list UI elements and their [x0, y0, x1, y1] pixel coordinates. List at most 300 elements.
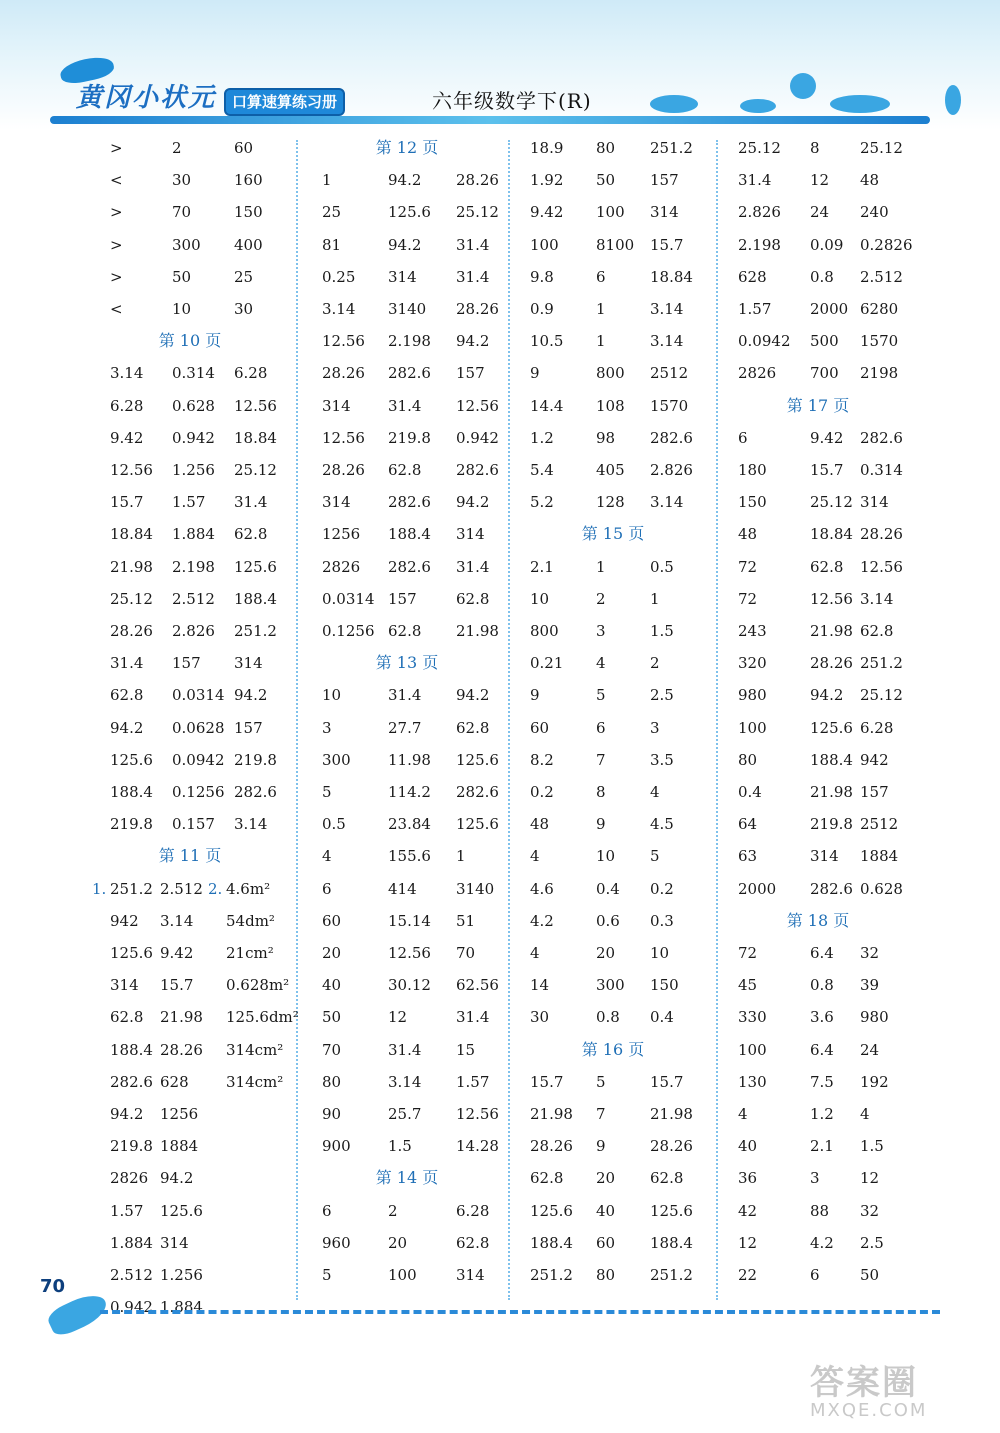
answer-value: 25.12	[110, 589, 153, 608]
answer-value: 39	[860, 976, 880, 995]
answer-value: 282.6	[650, 428, 693, 447]
answer-value: 300	[322, 750, 351, 769]
answer-value: 160	[234, 171, 263, 190]
answer-value: 12	[810, 171, 830, 190]
answer-value: 62.8	[234, 525, 268, 544]
answer-value: 188.4	[234, 589, 277, 608]
answer-value: 15.7	[650, 1072, 684, 1091]
answer-value: 12	[388, 1008, 408, 1027]
answer-value: 960	[322, 1233, 351, 1252]
answer-value: 1.256	[160, 1266, 203, 1284]
answer-value: 1570	[650, 396, 689, 415]
answer-value: 9.8	[530, 267, 554, 286]
answer-value: 62.8	[456, 718, 490, 737]
brand-logo: 黄冈小状元	[76, 83, 217, 113]
answer-value: 94.2	[110, 718, 144, 737]
answer-value: 0.628	[860, 879, 903, 898]
answer-value: 4.5	[650, 815, 674, 834]
answer-value: 60	[234, 139, 254, 157]
answer-value: 10	[530, 589, 550, 608]
answer-value: 80	[738, 750, 758, 769]
answer-value: 2	[388, 1201, 398, 1220]
answer-value: 114.2	[388, 783, 431, 801]
answer-value: 282.6	[810, 879, 853, 898]
answer-value: 18.9	[530, 139, 564, 157]
answer-value: 40	[596, 1201, 616, 1220]
answer-value: 62.8	[110, 686, 144, 705]
answer-value: 28.26	[160, 1040, 203, 1059]
answer-value: 22	[738, 1266, 758, 1284]
answer-value: 2000	[738, 879, 777, 898]
answer-value: 48	[530, 815, 550, 834]
answer-value: 6.4	[810, 944, 834, 962]
answer-value: 15.14	[388, 911, 431, 930]
answer-value: 21.98	[650, 1105, 693, 1123]
answer-value: 21.98	[810, 622, 853, 640]
answer-value: 2.198	[172, 557, 215, 576]
answer-value: 42	[738, 1201, 758, 1220]
answer-value: 11.98	[388, 750, 431, 769]
answer-value: 157	[234, 718, 263, 737]
answer-value: 25	[322, 203, 342, 222]
answer-value: 628	[738, 267, 767, 286]
answer-value: 282.6	[388, 557, 431, 576]
answer-value: 1.884	[110, 1233, 153, 1252]
answer-value: 3140	[388, 300, 427, 318]
answer-value: 1256	[322, 525, 361, 544]
answer-value: 125.6	[234, 557, 277, 576]
answer-value: 1	[596, 557, 606, 576]
answer-value: 150	[650, 976, 679, 995]
answer-value: 1.57	[110, 1201, 144, 1220]
answer-value: 6	[322, 879, 332, 898]
answer-value: 320	[738, 654, 767, 673]
answer-value: 188.4	[650, 1233, 693, 1252]
answer-value: 0.0314	[172, 686, 225, 705]
answer-value: 0.2826	[860, 235, 913, 254]
answer-value: 125.6	[388, 203, 431, 222]
answer-value: 30.12	[388, 976, 431, 995]
answer-value: 62.8	[110, 1008, 144, 1027]
answer-value: 1.57	[456, 1072, 490, 1091]
answer-value: 405	[596, 461, 625, 479]
answer-value: 60	[530, 718, 550, 737]
answer-value: 1	[650, 589, 660, 608]
answer-value: 72	[738, 944, 758, 962]
answer-value: 4.2	[530, 911, 554, 930]
answer-value: 282.6	[234, 783, 277, 801]
answer-value: 314	[456, 525, 485, 544]
answer-value: 12.56	[456, 1105, 499, 1123]
answer-value: 282.6	[388, 364, 431, 383]
answer-value: 28.26	[322, 461, 365, 479]
answer-value: 0.09	[810, 235, 844, 254]
header-wave-divider	[50, 116, 930, 124]
answer-value: 0.9	[530, 300, 554, 318]
column-divider	[508, 140, 510, 1300]
answer-value: 6.4	[810, 1040, 834, 1059]
answer-value: 3.14	[650, 300, 684, 318]
answer-value: 0.25	[322, 267, 356, 286]
answer-column-1	[92, 132, 299, 1317]
answer-value: 31.4	[388, 686, 422, 705]
answer-value: 314	[388, 267, 417, 286]
answer-value: 0.628m²	[226, 976, 290, 995]
answer-value: 3.14	[388, 1072, 422, 1091]
answer-value: 94.2	[456, 686, 490, 705]
answer-value: 125.6	[650, 1201, 693, 1220]
answer-value: 24	[810, 203, 830, 222]
answer-value: 1.2	[810, 1105, 834, 1123]
answer-value: 32	[860, 944, 880, 962]
answer-value: 0.8	[596, 1008, 620, 1027]
answer-value: 62.8	[388, 622, 422, 640]
answer-value: 1256	[160, 1105, 199, 1123]
answer-value: 2.198	[738, 235, 781, 254]
answer-value: 314	[322, 396, 351, 415]
answer-value: 4.6m²	[226, 879, 271, 898]
answer-value: 50	[172, 267, 192, 286]
answer-value: 94.2	[456, 493, 490, 512]
answer-value: 1	[596, 300, 606, 318]
answer-value: 0.314	[172, 364, 215, 383]
answer-value: 400	[234, 235, 263, 254]
answer-value: 31.4	[456, 1008, 490, 1027]
answer-value: 125.6	[456, 815, 499, 834]
answer-value: 128	[596, 493, 625, 512]
answer-value: 2.198	[388, 332, 431, 351]
answer-value: 6	[810, 1266, 820, 1284]
answer-value: 2826	[322, 557, 361, 576]
answer-value: 243	[738, 622, 767, 640]
answer-value: 20	[596, 1169, 616, 1188]
answer-value: 9	[596, 815, 606, 834]
answer-value: 125.6	[110, 750, 153, 769]
answer-value: 62.8	[650, 1169, 684, 1188]
answer-value: 1.884	[160, 1298, 203, 1317]
answer-value: 62.8	[456, 589, 490, 608]
page-heading: 第 14 页	[375, 1168, 439, 1188]
answer-value: 21.98	[160, 1008, 203, 1027]
answer-value: 70	[322, 1040, 342, 1059]
answer-value: 2.826	[738, 203, 781, 222]
answer-value: 31.4	[456, 235, 490, 254]
answer-value: 2.1	[810, 1137, 834, 1156]
answer-value: 64	[738, 815, 758, 834]
answer-value: 62.56	[456, 976, 499, 995]
answer-value: 4	[650, 783, 660, 801]
answer-value: 12.56	[456, 396, 499, 415]
answer-value: 3.6	[810, 1008, 834, 1027]
answer-value: 98	[596, 428, 616, 447]
cloud-icon	[740, 99, 776, 113]
answer-value: 28.26	[650, 1137, 693, 1156]
answer-value: 0.4	[738, 783, 762, 801]
column-divider	[716, 140, 718, 1300]
answer-value: 88	[810, 1201, 830, 1220]
answer-value: 5	[596, 686, 606, 705]
answer-value: 251.2	[234, 622, 277, 640]
answer-value: 94.2	[388, 235, 422, 254]
answer-value: 251.2	[860, 654, 903, 673]
answer-value: 28.26	[860, 525, 903, 544]
page-number: 70	[40, 1276, 66, 1297]
answer-value: 2	[172, 139, 182, 157]
answer-value: 28.26	[810, 654, 853, 673]
answer-value: 314cm²	[226, 1072, 284, 1091]
answer-value: <	[110, 300, 123, 318]
answer-value: 3	[650, 718, 660, 737]
answer-value: 1.5	[388, 1137, 412, 1156]
answer-value: 9.42	[530, 203, 564, 222]
answer-value: 0.942	[456, 428, 499, 447]
answer-value: 6	[596, 267, 606, 286]
answer-value: 0.1256	[172, 783, 225, 801]
answer-value: 9.42	[810, 428, 844, 447]
answer-value: 81	[322, 235, 342, 254]
answer-value: 63	[738, 847, 758, 866]
answer-value: 25.7	[388, 1105, 422, 1123]
answer-value: >	[110, 267, 123, 286]
answer-value: 1	[322, 171, 332, 190]
answer-value: 4	[530, 847, 540, 866]
answer-value: 330	[738, 1008, 767, 1027]
answer-value: 188.4	[530, 1233, 573, 1252]
answer-value: 1.57	[738, 300, 772, 318]
answer-value: 0.628	[172, 396, 215, 415]
answer-value: 21cm²	[226, 944, 274, 962]
answer-value: 1.92	[530, 171, 564, 190]
answer-value: 5	[650, 847, 660, 866]
answer-value: 100	[738, 1040, 767, 1059]
answer-value: 100	[530, 235, 559, 254]
answer-value: 2.5	[860, 1233, 884, 1252]
answer-value: 219.8	[110, 815, 153, 834]
answer-value: 2512	[650, 364, 689, 383]
answer-value: 125.6	[160, 1201, 203, 1220]
answer-value: 0.4	[596, 879, 620, 898]
answer-value: 4	[596, 654, 606, 673]
answer-value: 5.4	[530, 461, 554, 479]
answer-value: 800	[530, 622, 559, 640]
page-heading: 第 13 页	[375, 653, 439, 673]
answer-value: 31.4	[388, 396, 422, 415]
answer-value: 180	[738, 461, 767, 479]
answer-value: 800	[596, 364, 625, 383]
answer-value: 62.8	[810, 557, 844, 576]
answer-value: 94.2	[810, 686, 844, 705]
satellite-icon	[945, 85, 961, 115]
answer-value: 314	[650, 203, 679, 222]
answer-value: 15.7	[160, 976, 194, 995]
answer-value: 6.28	[110, 396, 144, 415]
answer-value: 300	[596, 976, 625, 995]
answer-value: 2.512	[860, 267, 903, 286]
answer-value: 282.6	[388, 493, 431, 512]
answer-value: 9.42	[160, 944, 194, 962]
answer-value: 3.14	[234, 815, 268, 834]
answer-value: 14.4	[530, 396, 564, 415]
answer-value: 21.98	[530, 1105, 573, 1123]
answer-value: 0.21	[530, 654, 564, 673]
answer-value: 314	[234, 654, 263, 673]
answer-value: 12	[860, 1169, 880, 1188]
answer-value: 31.4	[110, 654, 144, 673]
answer-value: 157	[860, 783, 889, 801]
answer-value: 94.2	[388, 171, 422, 190]
answer-value: 3.14	[322, 300, 356, 318]
answer-value: 40	[322, 976, 342, 995]
answer-value: 219.8	[810, 815, 853, 834]
answer-value: 3.14	[110, 364, 144, 383]
watermark-stamp	[810, 1355, 990, 1425]
answer-value: 48	[738, 525, 758, 544]
answer-value: >	[110, 203, 123, 222]
answer-value: 1.884	[172, 525, 215, 544]
answer-value: 2826	[738, 364, 777, 383]
answer-value: 90	[322, 1105, 342, 1123]
answer-value: 20	[596, 944, 616, 962]
answer-value: >	[110, 139, 123, 157]
answer-value: 282.6	[456, 783, 499, 801]
answer-value: 188.4	[110, 1040, 153, 1059]
answer-value: 15.7	[110, 493, 144, 512]
answer-value: 5	[322, 1266, 332, 1284]
answer-value: 0.0628	[172, 718, 225, 737]
answer-value: 2.826	[172, 622, 215, 640]
answer-value: 45	[738, 976, 758, 995]
answer-value: 1570	[860, 332, 899, 351]
answer-value: 130	[738, 1072, 767, 1091]
answer-value: 18.84	[110, 525, 153, 544]
answer-value: 282.6	[860, 428, 903, 447]
answer-value: 3	[322, 718, 332, 737]
answer-value: 100	[596, 203, 625, 222]
page-heading: 第 18 页	[786, 910, 850, 930]
answer-value: 2.512	[172, 589, 215, 608]
answer-value: 9	[530, 686, 540, 705]
answer-value: 14.28	[456, 1137, 499, 1156]
answer-value: 500	[810, 332, 839, 351]
answer-value: 0.157	[172, 815, 215, 834]
answer-value: 27.7	[388, 718, 422, 737]
answer-value: 251.2	[650, 139, 693, 157]
answer-value: 0.3	[650, 911, 674, 930]
answer-value: 219.8	[388, 428, 431, 447]
answer-value: 0.0942	[172, 750, 225, 769]
answer-value: 15.7	[650, 235, 684, 254]
answer-value: 80	[596, 139, 616, 157]
answer-value: 14	[530, 976, 550, 995]
answer-value: 51	[456, 911, 476, 930]
answer-value: 157	[650, 171, 679, 190]
answer-value: 0.2	[650, 879, 674, 898]
answer-value: 25.12	[810, 493, 853, 512]
answer-value: 7.5	[810, 1072, 834, 1091]
answer-value: 942	[110, 911, 139, 930]
answer-value: 1884	[860, 847, 899, 866]
answer-value: 28.26	[530, 1137, 573, 1156]
answer-value: 30	[172, 171, 192, 190]
answer-value: 72	[738, 557, 758, 576]
answer-value: 2	[650, 654, 660, 673]
answer-value: 30	[234, 300, 254, 318]
answer-value: 188.4	[810, 750, 853, 769]
answer-value: 3	[810, 1169, 820, 1188]
answer-value: 12.56	[860, 557, 903, 576]
answer-value: 980	[860, 1008, 889, 1027]
answer-value: 12	[738, 1233, 758, 1252]
answer-value: 6.28	[456, 1201, 490, 1220]
answer-value: 125.6	[456, 750, 499, 769]
answer-value: 314	[810, 847, 839, 866]
answer-value: 10	[172, 300, 192, 318]
answer-value: 251.2	[650, 1266, 693, 1284]
answer-value: 2.5	[650, 686, 674, 705]
answer-value: 1.57	[172, 493, 206, 512]
answer-value: 6	[322, 1201, 332, 1220]
answer-value: 5.2	[530, 493, 554, 512]
answer-value: 18.84	[234, 428, 277, 447]
answer-value: 94.2	[456, 332, 490, 351]
answer-value: 94.2	[234, 686, 268, 705]
answer-value: 3.14	[650, 493, 684, 512]
answer-value: 2	[596, 589, 606, 608]
answer-value: 2000	[810, 300, 849, 318]
answer-value: 31.4	[234, 493, 268, 512]
answer-value: 0.942	[110, 1298, 153, 1317]
answer-value: 15.7	[810, 461, 844, 479]
answer-value: 1.2	[530, 428, 554, 447]
answer-value: 282.6	[456, 461, 499, 479]
page-heading: 第 17 页	[786, 395, 850, 415]
answer-value: 31.4	[456, 267, 490, 286]
answer-value: 1.5	[860, 1137, 884, 1156]
answer-value: 2.512	[160, 879, 203, 898]
answer-value: 219.8	[234, 750, 277, 769]
answer-value: 4.6	[530, 879, 554, 898]
answer-value: 7	[596, 1105, 606, 1123]
answer-value: 20	[388, 1233, 408, 1252]
answer-value: 12.56	[388, 944, 431, 962]
grade-title: 六年级数学下(R)	[432, 89, 592, 113]
answer-value: 60	[596, 1233, 616, 1252]
answer-value: 188.4	[388, 525, 431, 544]
answer-value: 314	[160, 1233, 189, 1252]
answer-value: 0.8	[810, 976, 834, 995]
answer-value: 28.26	[456, 300, 499, 318]
answer-value: 12.56	[234, 396, 277, 415]
answer-value: 9	[596, 1137, 606, 1156]
answer-value: 15.7	[530, 1072, 564, 1091]
answer-value: 15	[456, 1040, 476, 1059]
answer-value: 9	[530, 364, 540, 383]
answer-value: 2.826	[650, 461, 693, 479]
answer-value: 31.4	[738, 171, 772, 190]
answer-value: 21.98	[456, 622, 499, 640]
answer-column-2	[322, 132, 507, 1297]
answer-column-3	[530, 132, 715, 1297]
answer-value: 9.42	[110, 428, 144, 447]
answer-value: 282.6	[110, 1072, 153, 1091]
answer-value: 18.84	[650, 267, 693, 286]
answer-value: 10	[322, 686, 342, 705]
answer-value: 942	[860, 750, 889, 769]
answer-value: 240	[860, 203, 889, 222]
answer-value: 5	[596, 1072, 606, 1091]
page-heading: 第 16 页	[581, 1039, 645, 1059]
answer-value: 80	[596, 1266, 616, 1284]
